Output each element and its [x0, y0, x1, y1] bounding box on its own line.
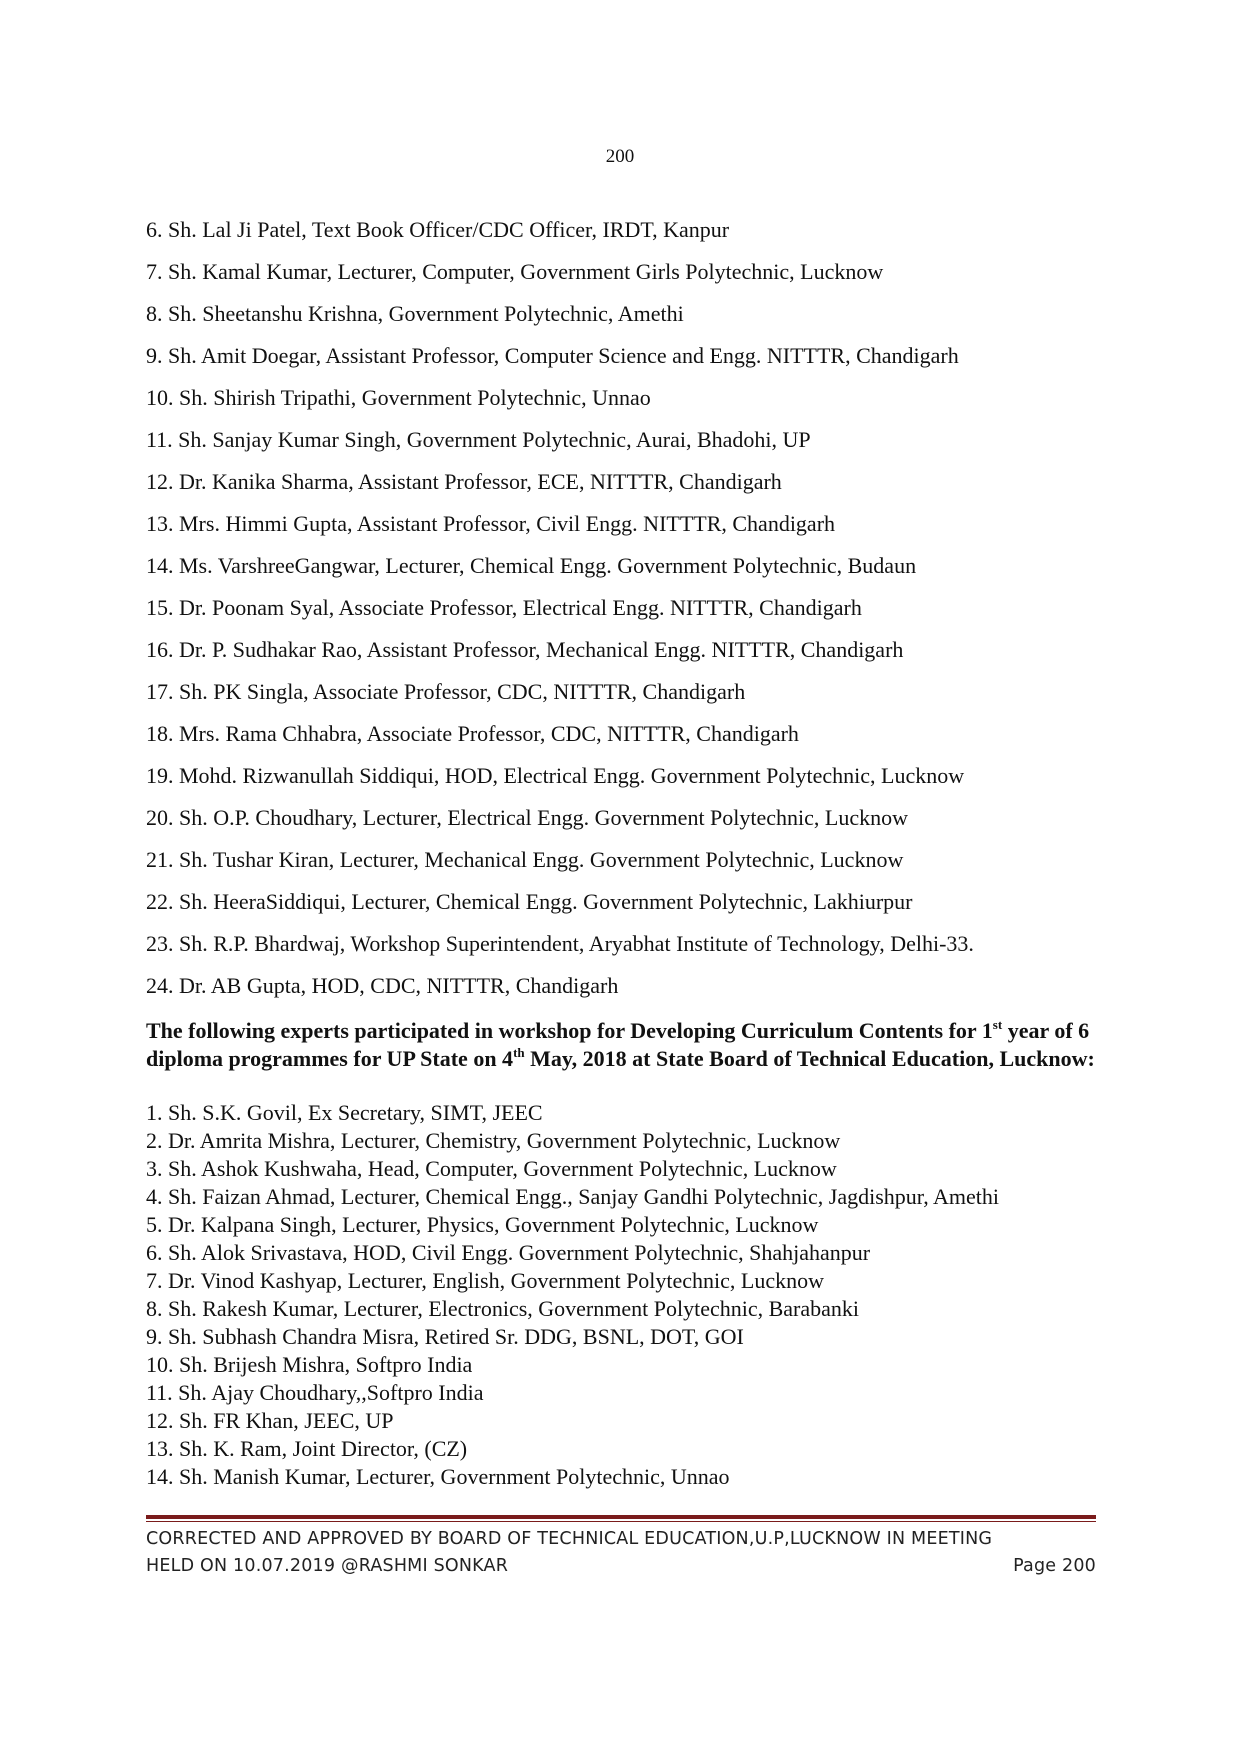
- list-item: 12. Sh. FR Khan, JEEC, UP: [146, 1408, 394, 1433]
- footer-line-2: [146, 1553, 1096, 1580]
- list-item: 8. Sh. Sheetanshu Krishna, Government Polytechnic, Amethi: [146, 301, 684, 326]
- heading-text: May, 2018 at State Board of Technical Education, Lucknow:: [524, 1046, 1095, 1071]
- list-item: 11. Sh. Ajay Choudhary,,Softpro India: [146, 1380, 484, 1405]
- list-item: 3. Sh. Ashok Kushwaha, Head, Computer, Government Polytechnic, Lucknow: [146, 1156, 837, 1181]
- footer-line-1: CORRECTED AND APPROVED BY BOARD OF TECHNICAL EDUCATION,U.P,LUCKNOW IN MEETING: [146, 1529, 993, 1549]
- list-item: 13. Sh. K. Ram, Joint Director, (CZ): [146, 1436, 468, 1461]
- list-item: 6. Sh. Lal Ji Patel, Text Book Officer/CDC Officer, IRDT, Kanpur: [146, 217, 730, 242]
- page-footer: [146, 1526, 1096, 1580]
- list-item: 19. Mohd. Rizwanullah Siddiqui, HOD, Electrical Engg. Government Polytechnic, Lucknow: [146, 763, 965, 788]
- list-item: 9. Sh. Amit Doegar, Assistant Professor, Computer Science and Engg. NITTTR, Chandigarh: [146, 343, 959, 368]
- footer-divider-thin: [146, 1521, 1096, 1522]
- list-item: 16. Dr. P. Sudhakar Rao, Assistant Professor, Mechanical Engg. NITTTR, Chandigarh: [146, 637, 904, 662]
- list-item: 9. Sh. Subhash Chandra Misra, Retired Sr. DDG, BSNL, DOT, GOI: [146, 1324, 744, 1349]
- list-item: 24. Dr. AB Gupta, HOD, CDC, NITTTR, Chandigarh: [146, 973, 619, 998]
- heading-text: The following experts participated in workshop for Developing Curriculum Contents for 1: [146, 1018, 993, 1043]
- list-item: 18. Mrs. Rama Chhabra, Associate Professor, CDC, NITTTR, Chandigarh: [146, 721, 799, 746]
- list-item: 22. Sh. HeeraSiddiqui, Lecturer, Chemical Engg. Government Polytechnic, Lakhiurpur: [146, 889, 913, 914]
- page-number: 200: [605, 146, 635, 167]
- list-item: 7. Dr. Vinod Kashyap, Lecturer, English, Government Polytechnic, Lucknow: [146, 1268, 825, 1293]
- expert-list-1: [146, 218, 1146, 1016]
- list-item: 14. Sh. Manish Kumar, Lecturer, Government Polytechnic, Unnao: [146, 1464, 730, 1489]
- list-item: 23. Sh. R.P. Bhardwaj, Workshop Superintendent, Aryabhat Institute of Technology, Delhi-33.: [146, 931, 974, 956]
- workshop-heading: [146, 1017, 1106, 1073]
- list-item: 10. Sh. Shirish Tripathi, Government Polytechnic, Unnao: [146, 385, 651, 410]
- list-item: 21. Sh. Tushar Kiran, Lecturer, Mechanical Engg. Government Polytechnic, Lucknow: [146, 847, 904, 872]
- heading-superscript: th: [513, 1045, 525, 1060]
- list-item: 2. Dr. Amrita Mishra, Lecturer, Chemistry, Government Polytechnic, Lucknow: [146, 1128, 841, 1153]
- list-item: 8. Sh. Rakesh Kumar, Lecturer, Electronics, Government Polytechnic, Barabanki: [146, 1296, 860, 1321]
- list-item: 6. Sh. Alok Srivastava, HOD, Civil Engg. Government Polytechnic, Shahjahanpur: [146, 1240, 871, 1265]
- heading-superscript: st: [992, 1017, 1003, 1032]
- footer-divider: [146, 1515, 1096, 1519]
- list-item: 15. Dr. Poonam Syal, Associate Professor, Electrical Engg. NITTTR, Chandigarh: [146, 595, 862, 620]
- list-item: 4. Sh. Faizan Ahmad, Lecturer, Chemical Engg., Sanjay Gandhi Polytechnic, Jagdishpur, Amethi: [146, 1184, 1000, 1209]
- list-item: 11. Sh. Sanjay Kumar Singh, Government Polytechnic, Aurai, Bhadohi, UP: [146, 427, 811, 452]
- heading-text: year of 6 diploma programmes for UP State on 4: [146, 1018, 1090, 1071]
- list-item: 1. Sh. S.K. Govil, Ex Secretary, SIMT, JEEC: [146, 1100, 543, 1125]
- list-item: 10. Sh. Brijesh Mishra, Softpro India: [146, 1352, 473, 1377]
- list-item: 7. Sh. Kamal Kumar, Lecturer, Computer, Government Girls Polytechnic, Lucknow: [146, 259, 884, 284]
- list-item: 5. Dr. Kalpana Singh, Lecturer, Physics, Government Polytechnic, Lucknow: [146, 1212, 819, 1237]
- footer-page-label: Page 200: [1013, 1556, 1096, 1576]
- list-item: 14. Ms. VarshreeGangwar, Lecturer, Chemical Engg. Government Polytechnic, Budaun: [146, 553, 917, 578]
- list-item: 13. Mrs. Himmi Gupta, Assistant Professor, Civil Engg. NITTTR, Chandigarh: [146, 511, 836, 536]
- list-item: 17. Sh. PK Singla, Associate Professor, CDC, NITTTR, Chandigarh: [146, 679, 746, 704]
- expert-list-2: [146, 1100, 1146, 1492]
- list-item: 20. Sh. O.P. Choudhary, Lecturer, Electrical Engg. Government Polytechnic, Lucknow: [146, 805, 909, 830]
- footer-approval-date: HELD ON 10.07.2019 @RASHMI SONKAR: [146, 1556, 509, 1576]
- list-item: 12. Dr. Kanika Sharma, Assistant Professor, ECE, NITTTR, Chandigarh: [146, 469, 782, 494]
